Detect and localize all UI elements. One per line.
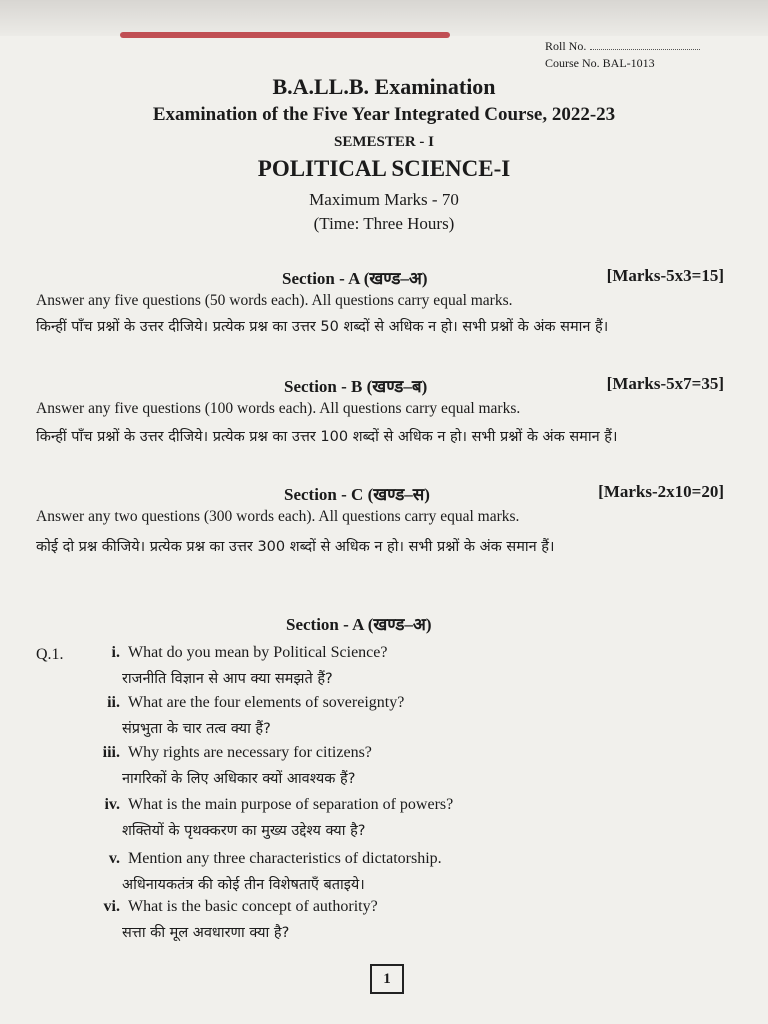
- section-a-header: [36, 266, 724, 290]
- semester-label: SEMESTER - I: [333, 134, 435, 150]
- section-c-instruction-en: Answer any two questions (300 words each). All questions carry equal marks.: [36, 508, 520, 525]
- question-index: iv.: [104, 796, 120, 813]
- question-item: [94, 796, 714, 840]
- section-c-marks: [Marks-2x10=20]: [598, 482, 724, 501]
- question-text-en: What is the main purpose of separation of powers?: [128, 796, 454, 813]
- question-text-hi: संप्रभुता के चार तत्व क्या हैं?: [122, 721, 271, 737]
- question-text-hi: अधिनायकतंत्र की कोई तीन विशेषताएँ बताइये।: [122, 877, 365, 893]
- question-index: v.: [108, 850, 120, 867]
- question-item: [94, 744, 714, 788]
- time-allowed: (Time: Three Hours): [313, 214, 455, 233]
- question-index: iii.: [102, 744, 120, 761]
- question-text-hi: सत्ता की मूल अवधारणा क्या है?: [122, 925, 290, 941]
- section-a-instruction-en: Answer any five questions (50 words each). All questions carry equal marks.: [36, 292, 513, 309]
- question-index: ii.: [107, 694, 120, 711]
- question-item: [94, 644, 714, 688]
- section-a-questions-header: [36, 612, 724, 636]
- section-c-title: Section - C (खण्ड–स): [284, 485, 430, 504]
- question-text-hi: राजनीति विज्ञान से आप क्या समझते हैं?: [122, 671, 333, 687]
- question-text-en: Why rights are necessary for citizens?: [128, 744, 372, 761]
- roll-no-blank: [590, 49, 700, 50]
- question-index: i.: [111, 644, 120, 661]
- roll-no-line: [545, 38, 700, 55]
- question-1-label: Q.1.: [36, 646, 64, 663]
- section-c-instruction-hi: कोई दो प्रश्न कीजिये। प्रत्येक प्रश्न का उत्तर 300 शब्दों से अधिक न हो। सभी प्रश्नों के अंक समान हैं।: [36, 539, 555, 555]
- section-b-header: [36, 374, 724, 398]
- section-c-header: [36, 482, 724, 506]
- question-text-hi: नागरिकों के लिए अधिकार क्यों आवश्यक हैं?: [122, 771, 356, 787]
- section-a-instruction-hi: किन्हीं पाँच प्रश्नों के उत्तर दीजिये। प्रत्येक प्रश्न का उत्तर 50 शब्दों से अधिक न हो। सभी प्रश्नों के अंक समान हैं।: [36, 319, 609, 335]
- subject-title: POLITICAL SCIENCE-I: [257, 156, 511, 181]
- question-text-en: What are the four elements of sovereignty?: [128, 694, 405, 711]
- paper-meta: [545, 38, 700, 72]
- max-marks: Maximum Marks - 70: [309, 190, 459, 209]
- section-b-marks: [Marks-5x7=35]: [606, 374, 724, 393]
- question-text-en: What do you mean by Political Science?: [128, 644, 388, 661]
- section-a-marks: [Marks-5x3=15]: [606, 266, 724, 285]
- question-text-hi: शक्तियों के पृथक्करण का मुख्य उद्देश्य क्या है?: [122, 823, 366, 839]
- question-text-en: What is the basic concept of authority?: [128, 898, 378, 915]
- roll-no-label: Roll No.: [545, 39, 587, 53]
- section-b-instruction-hi: किन्हीं पाँच प्रश्नों के उत्तर दीजिये। प्रत्येक प्रश्न का उत्तर 100 शब्दों से अधिक न हो। सभी प्रश्नों के अंक समान हैं।: [36, 429, 618, 445]
- page-number: 1: [370, 964, 404, 994]
- question-text-en: Mention any three characteristics of dictatorship.: [128, 850, 442, 867]
- section-a-title: Section - A (खण्ड–अ): [282, 269, 428, 288]
- question-item: [94, 850, 714, 894]
- section-b-title: Section - B (खण्ड–ब): [284, 377, 428, 396]
- section-b-instruction-en: Answer any five questions (100 words each). All questions carry equal marks.: [36, 400, 521, 417]
- course-title: Examination of the Five Year Integrated Course, 2022-23: [152, 104, 616, 125]
- section-a-questions-title: Section - A (खण्ड–अ): [286, 615, 432, 634]
- question-item: [94, 898, 714, 942]
- question-index: vi.: [103, 898, 120, 915]
- exam-title: B.A.LL.B. Examination: [272, 74, 496, 99]
- course-no: Course No. BAL-1013: [545, 56, 655, 70]
- question-item: [94, 694, 714, 738]
